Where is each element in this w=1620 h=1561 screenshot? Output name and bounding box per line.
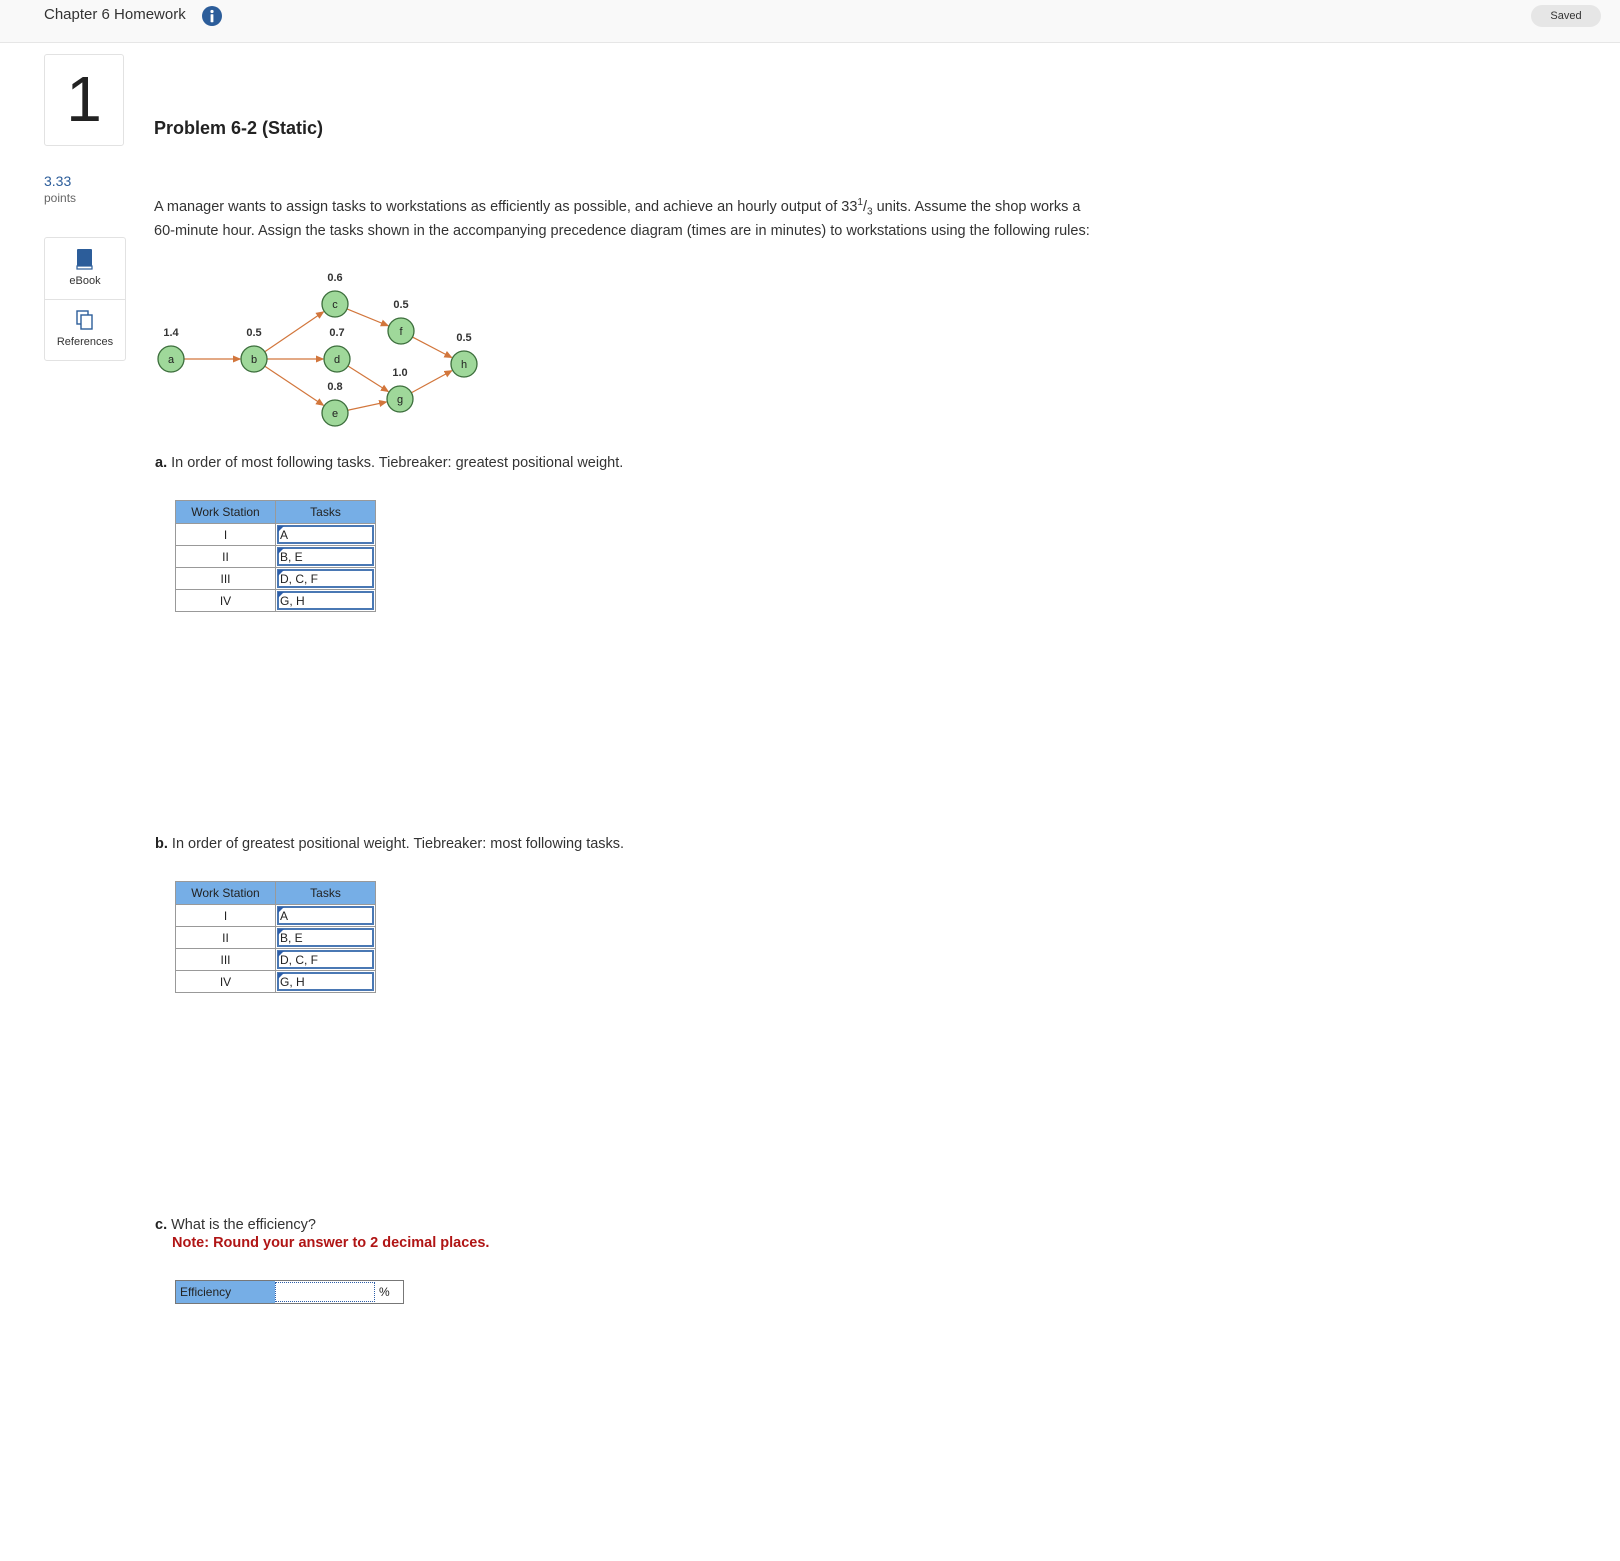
- fraction-denominator: 3: [866, 206, 873, 218]
- edge-b-e: [265, 366, 324, 405]
- task-time-a: 1.4: [163, 327, 179, 339]
- tasks-answer-input[interactable]: B, E: [277, 547, 374, 566]
- task-time-h: 0.5: [456, 332, 472, 344]
- col-header-station: Work Station: [176, 501, 276, 524]
- save-status-badge: Saved: [1531, 5, 1601, 27]
- node-label-b: b: [250, 354, 258, 366]
- part-a-letter: a.: [155, 455, 168, 471]
- points-label: points: [44, 191, 77, 205]
- node-label-c: c: [332, 299, 338, 311]
- efficiency-row: [175, 1280, 404, 1304]
- efficiency-input[interactable]: [275, 1282, 375, 1302]
- assignment-title: Chapter 6 Homework: [44, 6, 186, 23]
- problem-title: Problem 6-2 (Static): [154, 118, 324, 138]
- tasks-answer-input[interactable]: G, H: [277, 972, 374, 991]
- task-time-b: 0.5: [246, 327, 262, 339]
- fraction-numerator: 1: [857, 197, 863, 208]
- book-icon: [76, 248, 94, 270]
- col-header-tasks: Tasks: [276, 882, 376, 905]
- table-header-row: [176, 501, 376, 524]
- task-time-e: 0.8: [327, 381, 343, 393]
- edge-g-h: [411, 371, 451, 393]
- edge-b-c: [265, 312, 324, 352]
- node-label-d: d: [333, 354, 341, 366]
- node-label-f: f: [399, 326, 403, 338]
- edge-e-g: [348, 402, 387, 410]
- top-bar: [0, 0, 1620, 43]
- table-header-row: [176, 882, 376, 905]
- table-row: [176, 971, 376, 993]
- table-row: [176, 927, 376, 949]
- edge-c-f: [347, 309, 388, 326]
- table-row: [176, 590, 376, 612]
- table-row: [176, 568, 376, 590]
- station-cell: IV: [176, 971, 276, 993]
- part-c-text: What is the efficiency?: [171, 1217, 316, 1233]
- station-cell: II: [176, 927, 276, 949]
- part-b-letter: b.: [155, 836, 168, 852]
- tasks-answer-input[interactable]: G, H: [277, 591, 374, 610]
- task-time-f: 0.5: [393, 299, 409, 311]
- points-value: 3.33: [44, 173, 72, 189]
- copy-documents-icon: [75, 309, 95, 331]
- part-a-text: In order of most following tasks. Tiebreaker: greatest positional weight.: [171, 455, 624, 471]
- intro-text-end: units. Assume the shop works a 60-minute hour. Assign the tasks shown in the accompanying precedence diagram (times are in minutes) to workstations using the following rules:: [154, 198, 1090, 239]
- tasks-answer-input[interactable]: A: [277, 906, 374, 925]
- task-time-d: 0.7: [329, 327, 345, 339]
- station-cell: III: [176, 568, 276, 590]
- tasks-answer-input[interactable]: D, C, F: [277, 950, 374, 969]
- node-label-g: g: [396, 394, 404, 406]
- intro-text-start: A manager wants to assign tasks to workstations as efficiently as possible, and achieve an hourly output of 33: [154, 198, 858, 215]
- rounding-note: Note: Round your answer to 2 decimal places.: [172, 1235, 490, 1251]
- station-cell: I: [176, 905, 276, 927]
- node-label-h: h: [460, 359, 468, 371]
- efficiency-label: Efficiency: [176, 1281, 275, 1303]
- question-number: 1: [44, 54, 124, 146]
- station-cell: III: [176, 949, 276, 971]
- references-label: References: [56, 336, 114, 348]
- tools-divider: [45, 299, 125, 300]
- part-a-prompt: [155, 455, 623, 471]
- info-icon[interactable]: [202, 6, 222, 26]
- part-a-table: [175, 500, 376, 612]
- tasks-answer-input[interactable]: D, C, F: [277, 569, 374, 588]
- part-b-text: In order of greatest positional weight. Tiebreaker: most following tasks.: [171, 836, 625, 852]
- table-row: [176, 524, 376, 546]
- edge-f-h: [413, 337, 452, 357]
- part-b-prompt: [155, 836, 624, 852]
- station-cell: I: [176, 524, 276, 546]
- table-row: [176, 949, 376, 971]
- node-label-e: e: [331, 408, 339, 420]
- edge-d-g: [348, 366, 388, 392]
- part-b-table: [175, 881, 376, 993]
- side-tools-panel: [44, 237, 126, 361]
- part-c-letter: c.: [155, 1217, 168, 1233]
- station-cell: IV: [176, 590, 276, 612]
- col-header-station: Work Station: [176, 882, 276, 905]
- task-time-c: 0.6: [327, 272, 343, 284]
- task-time-g: 1.0: [392, 367, 408, 379]
- part-c-prompt: [155, 1217, 316, 1233]
- problem-statement: A manager wants to assign tasks to workstations as efficiently as possible, and achieve an hourly output of $33^1/_3$ units. Assume the shop works a 60-minute hour. Assign the tasks shown in the accompanying precedence diagram (times are in minutes) to workstations using the following rules:: [154, 197, 1090, 239]
- node-label-a: a: [167, 354, 175, 366]
- precedence-diagram: [150, 268, 490, 433]
- table-row: [176, 905, 376, 927]
- tasks-answer-input[interactable]: B, E: [277, 928, 374, 947]
- col-header-tasks: Tasks: [276, 501, 376, 524]
- references-button[interactable]: [45, 309, 125, 370]
- tasks-answer-input[interactable]: A: [277, 525, 374, 544]
- percent-unit: %: [379, 1285, 390, 1299]
- station-cell: II: [176, 546, 276, 568]
- ebook-label: eBook: [69, 275, 101, 287]
- table-row: [176, 546, 376, 568]
